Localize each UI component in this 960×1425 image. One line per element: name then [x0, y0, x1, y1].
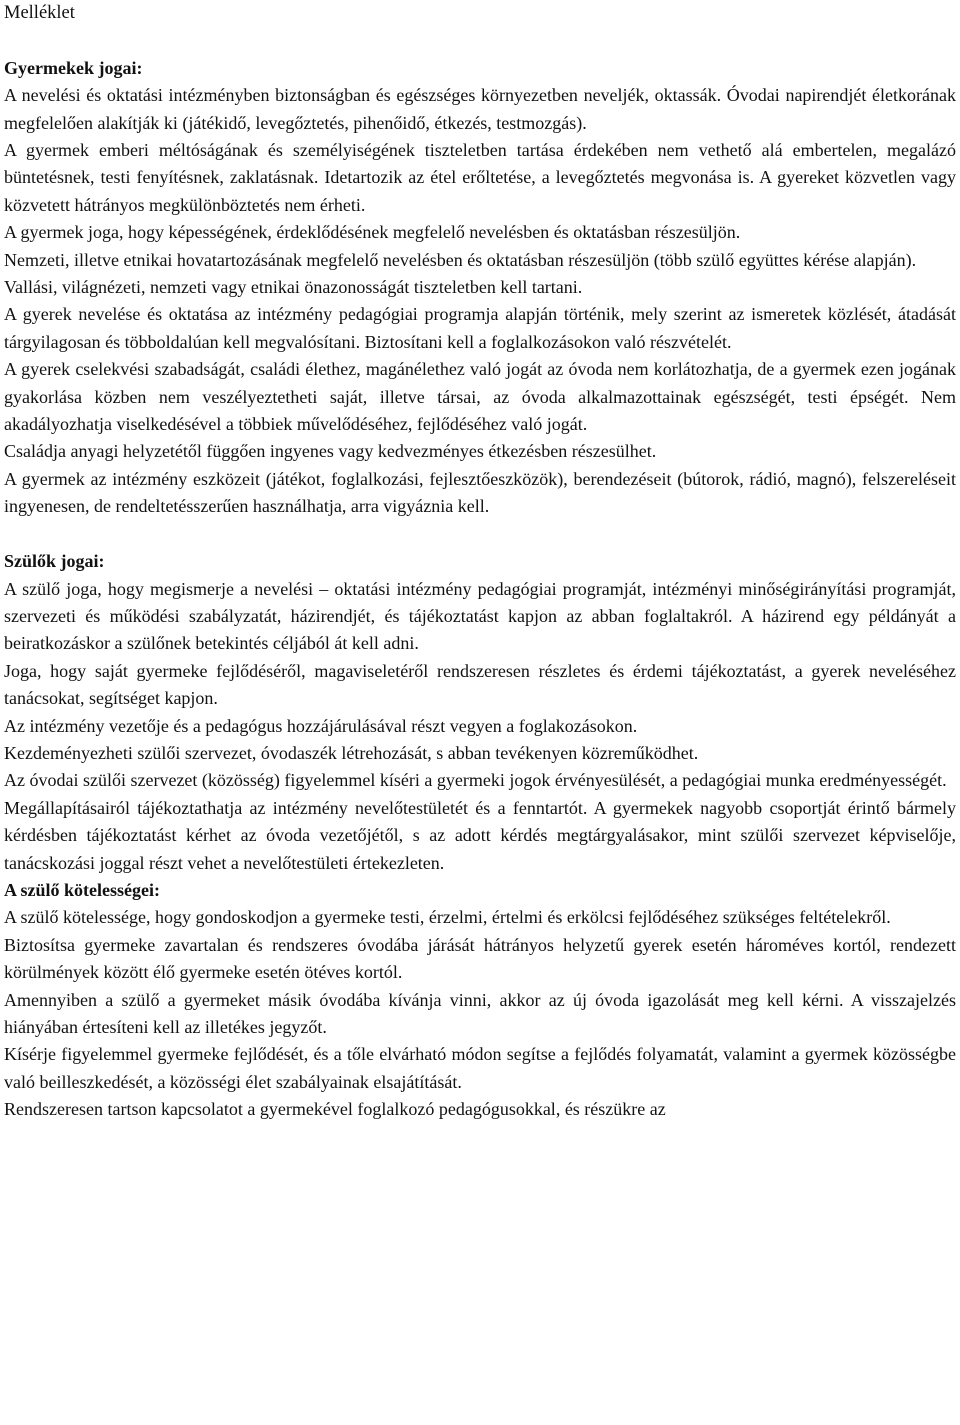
- paragraph: A nevelési és oktatási intézményben biztonságban és egészséges környezetben neveljék, oktassák. Óvodai napirendjét életkorának megfelelően alakítják ki (játékidő, levegőztetés, pihenőidő, étkezés, testmozgás).: [4, 85, 956, 133]
- paragraph: Vallási, világnézeti, nemzeti vagy etnikai önazonosságát tiszteletben kell tartani.: [4, 277, 583, 298]
- paragraph: Családja anyagi helyzetétől függően ingyenes vagy kedvezményes étkezésben részesülhet.: [4, 441, 657, 462]
- section-heading: Szülők jogai:: [4, 551, 105, 572]
- paragraph: A szülő kötelessége, hogy gondoskodjon a gyermeke testi, érzelmi, értelmi és erkölcsi fejlődéséhez szükséges feltételekről.: [4, 907, 891, 928]
- paragraph: A gyermek az intézmény eszközeit (játékot, foglalkozási, fejlesztőeszközök), berendezéseit (bútorok, rádió, magnó), felszereléseit ingyenesen, de rendeltetésszerűen használhatja, arra vigyáznia kell.: [4, 468, 956, 517]
- spacer: [4, 27, 956, 54]
- paragraph: A gyermek joga, hogy képességének, érdeklődésének megfelelő nevelésben és oktatásban részesüljön.: [4, 222, 741, 243]
- document-title: Melléklet: [4, 3, 75, 23]
- paragraph: A gyermek emberi méltóságának és személyiségének tiszteletben tartása érdekében nem vethető alá embertelen, megalázó büntetésnek, testi fenyítésnek, zaklatásnak. Idetartozik az étel erőltetése, a levegőztetés megvonása is. A gyereket közvetlen vagy közvetett hátrányos megkülönböztetés nem érheti.: [4, 140, 956, 215]
- document-page: [4, 0, 956, 1124]
- paragraph: A gyerek cselekvési szabadságát, családi élethez, magánélethez való jogát az óvoda nem korlátozhatja, de a gyermek ezen jogának gyakorlása közben nem veszélyeztetheti saját, illetve társai, az óvoda alkalmazottainak egészségét, testi épségét. Nem akadályozhatja viselkedésével a többiek művelődéséhez, fejlődéséhez való jogát.: [4, 359, 956, 435]
- section-szulo-kotelessegei: [4, 877, 956, 1124]
- paragraph: A szülő joga, hogy megismerje a nevelési – oktatási intézmény pedagógiai programját, intézményi minőségirányítási programját, szervezeti és működési szabályzatát, házirendjét, és tájékoztatást kapjon az abban foglaltakról. A házirend egy példányát a beiratkozáskor a szülőnek betekintés céljából át kell adni.: [4, 578, 956, 654]
- paragraph: Megállapításairól tájékoztathatja az intézmény nevelőtestületét és a fenntartót. A gyermekek nagyobb csoportját érintő bármely kérdésben tájékoztatást kérhet az óvoda vezetőjétől, s az adott kérdés megtárgyalásakor, mint szülői szervezet képviselője, tanácskozási joggal részt vehet a nevelőtestületi értekezleten.: [4, 797, 956, 873]
- paragraph: Biztosítsa gyermeke zavartalan és rendszeres óvodába járását hátrányos helyzetű gyerek esetén hároméves kortól, rendezett körülmények között élő gyermeke esetén ötéves kortól.: [4, 934, 956, 983]
- paragraph: Az intézmény vezetője és a pedagógus hozzájárulásával részt vegyen a foglakozásokon.: [4, 715, 638, 736]
- paragraph: Amennyiben a szülő a gyermeket másik óvodába kívánja vinni, akkor az új óvoda igazolását meg kell kérni. A visszajelzés hiányában értesíteni kell az illetékes jegyzőt.: [4, 989, 956, 1037]
- paragraph: Nemzeti, illetve etnikai hovatartozásának megfelelő nevelésben és oktatásban részesüljön (több szülő együttes kérése alapján).: [4, 249, 917, 270]
- paragraph: Rendszeresen tartson kapcsolatot a gyermekével foglalkozó pedagógusokkal, és részükre az: [4, 1099, 666, 1120]
- section-gyermekek-jogai: [4, 55, 956, 521]
- section-szulok-jogai: [4, 548, 956, 877]
- section-heading: A szülő kötelességei:: [4, 879, 160, 900]
- paragraph: Az óvodai szülői szervezet (közösség) figyelemmel kíséri a gyermeki jogok érvényesülését, a pedagógiai munka eredményességét.: [4, 770, 947, 791]
- spacer: [4, 521, 956, 548]
- paragraph: A gyerek nevelése és oktatása az intézmény pedagógiai programja alapján történik, mely szerint az ismeretek közlését, átadását tárgyilagosan és többoldalúan kell megvalósítani. Biztosítani kell a foglalkozásokon való részvételét.: [4, 304, 956, 352]
- section-heading: Gyermekek jogai:: [4, 57, 143, 78]
- paragraph: Kísérje figyelemmel gyermeke fejlődését, és a tőle elvárható módon segítse a fejlődés folyamatát, valamint a gyermek közösségbe való beilleszkedését, a közösségi élet szabályainak elsajátítását.: [4, 1044, 956, 1092]
- paragraph: Kezdeményezheti szülői szervezet, óvodaszék létrehozását, s abban tevékenyen közreműködhet.: [4, 742, 699, 763]
- paragraph: Joga, hogy saját gyermeke fejlődéséről, magaviseletéről rendszeresen részletes és érdemi tájékoztatást, a gyerek neveléséhez tanácsokat, segítséget kapjon.: [4, 660, 956, 709]
